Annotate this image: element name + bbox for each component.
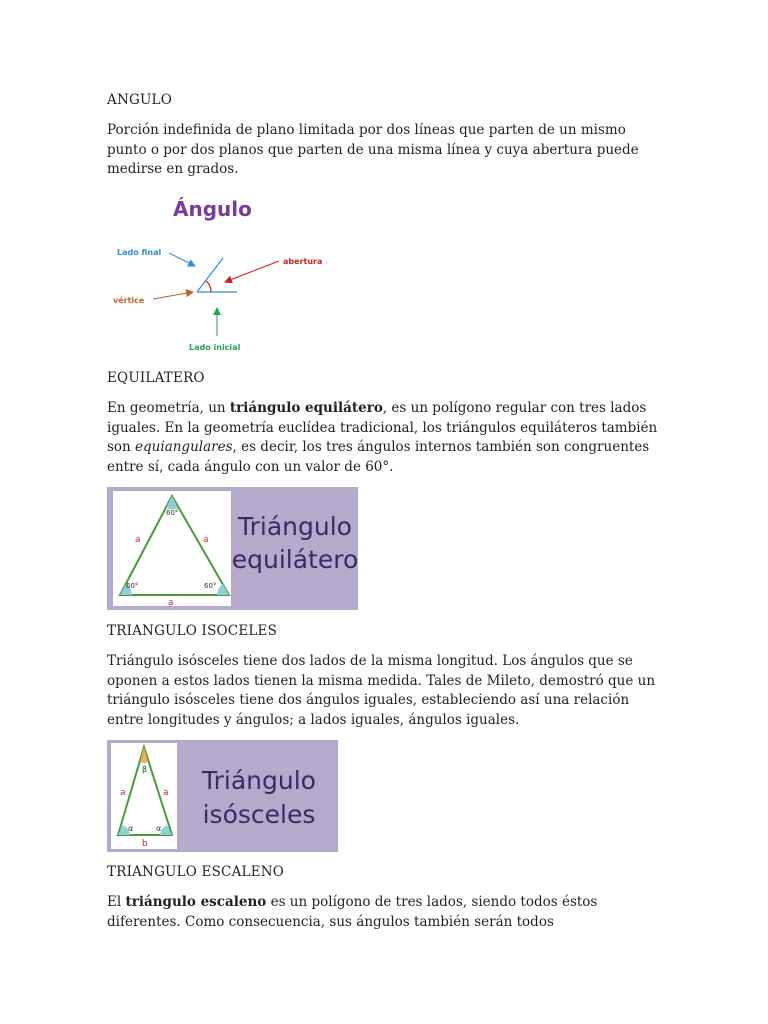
heading-isosceles: TRIANGULO ISOCELES bbox=[107, 623, 278, 639]
heading-angulo: ANGULO bbox=[107, 92, 172, 108]
label-abertura: abertura bbox=[283, 257, 323, 266]
banner-title-line2: equilátero bbox=[231, 545, 358, 574]
arrow-abertura bbox=[225, 261, 279, 282]
text-segment: El bbox=[107, 894, 126, 910]
arrow-vertice bbox=[153, 292, 193, 299]
angulo-diagram bbox=[107, 190, 347, 358]
text-segment: es un polígono de tres lados, siendo todos éstos diferentes. Como consecuencia, sus ángulos también serán todos bbox=[107, 894, 598, 930]
banner-title-line1: Triángulo bbox=[238, 512, 352, 541]
side-label-right: a bbox=[203, 535, 209, 545]
angulo-title: Ángulo bbox=[173, 197, 252, 221]
banner-title-line1: Triángulo bbox=[202, 766, 316, 795]
banner-title-line2: isósceles bbox=[202, 800, 316, 829]
angle-label-top: β bbox=[142, 765, 148, 774]
paragraph-equilatero bbox=[107, 399, 662, 477]
paragraph-escaleno bbox=[107, 893, 662, 932]
arrow-lado-final bbox=[169, 253, 195, 266]
heading-escaleno: TRIANGULO ESCALENO bbox=[107, 864, 285, 880]
text-segment: , es decir, los tres ángulos internos también son congruentes entre sí, cada ángulo con un valor de 60°. bbox=[107, 439, 650, 475]
heading-equilatero: EQUILATERO bbox=[107, 370, 205, 386]
bold-term: triángulo escaleno bbox=[125, 894, 267, 910]
angle-label-right: α bbox=[156, 824, 162, 833]
label-lado-final: Lado final bbox=[117, 248, 162, 257]
angle-label-left: α bbox=[128, 824, 134, 833]
isosceles-image bbox=[107, 740, 338, 852]
angle-label-right: 60° bbox=[204, 582, 217, 590]
side-label-left: a bbox=[120, 788, 126, 798]
bold-term: triángulo equilátero bbox=[229, 400, 383, 416]
paragraph-isosceles: Triángulo isósceles tiene dos lados de la misma longitud. Los ángulos que se oponen a estos lados tienen la misma medida. Tales de Mileto, demostró que un triángulo isósceles tiene dos ángulos iguales, estableciendo así una relación entre longitudes y ángulos; a lados iguales, ángulos iguales. bbox=[107, 653, 656, 728]
equilatero-image bbox=[107, 487, 358, 610]
angle-label-top: 60° bbox=[166, 509, 179, 517]
text-segment: , es un polígono regular con tres lados iguales. En la geometría euclídea tradicional, los triángulos equiláteros también son bbox=[107, 400, 658, 455]
paragraph-angulo: Porción indefinida de plano limitada por dos líneas que parten de un mismo punto o por dos planos que parten de una misma línea y cuya abertura puede medirse en grados. bbox=[107, 122, 639, 177]
side-label-bottom: a bbox=[168, 598, 174, 608]
side-label-right: a bbox=[163, 788, 169, 798]
side-label-left: a bbox=[135, 535, 141, 545]
angle-label-left: 60° bbox=[126, 582, 139, 590]
label-lado-inicial: Lado inicial bbox=[189, 343, 241, 352]
angle-arc bbox=[206, 281, 211, 292]
label-vertice: vértice bbox=[113, 296, 145, 305]
italic-term: equiangulares bbox=[135, 439, 233, 455]
side-label-bottom: b bbox=[142, 839, 148, 849]
text-segment: En geometría, un bbox=[107, 400, 230, 416]
